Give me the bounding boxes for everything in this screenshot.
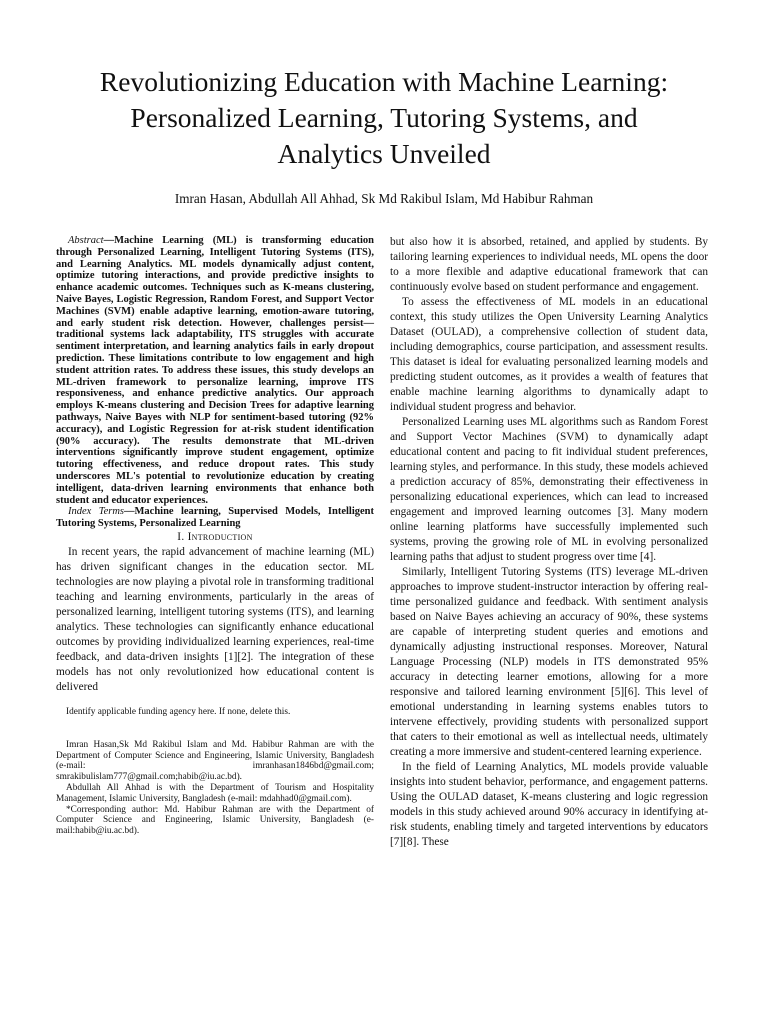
corresponding-author-note: *Corresponding author: Md. Habibur Rahman are with the Department of Computer Science and Engineering, Islamic University, Bangladesh (e-mail:habib@iu.ac.bd).	[56, 804, 374, 837]
paper-title	[50, 64, 718, 172]
body-paragraph: In the field of Learning Analytics, ML models provide valuable insights into student behavior, performance, and engagement patterns. Using the OULAD dataset, K-means clustering and logic regression models in this study achieved around 90% accuracy in identifying at-risk students, enabling timely and targeted interventions by educators [7][8]. These	[390, 761, 708, 848]
title-line: Revolutionizing Education with Machine Learning:	[99, 66, 669, 97]
body-paragraph: Personalized Learning uses ML algorithms such as Random Forest and Support Vector Machines (SVM) to dynamically adapt educational content and pacing to fit individual student preferences, learning styles, and performance. In this study, these models achieved a prediction accuracy of 85%, demonstrating their effectiveness in personalizing educational experiences, which can lead to increased engagement and improved learning outcomes [3]. Many modern online learning platforms have successfully implemented such systems, proving the growing role of ML in evolving personalized learning paths that adjust to student progress over time [4].	[390, 416, 708, 563]
footnotes	[56, 707, 374, 837]
section-title: Introduction	[187, 530, 253, 543]
abstract-text: —Machine Learning (ML) is transforming education through Personalized Learning, Intelligent Tutoring Systems (ITS), and Learning Analytics. ML models dynamically adjust content, optimize tutoring interactions, and provide predictive insights to enhance academic outcomes. Techniques such as K-means clustering, Naive Bayes, Logistic Regression, Random Forest, and Support Vector Machines (SVM) enable adaptive learning, emotion-aware tutoring, and early student risk detection. However, challenges persist—traditional systems lack adaptability, ITS struggles with accurate sentiment interpretation, and learning analytics fails in early dropout prediction. These limitations contribute to low engagement and high student attrition rates. To address these issues, this study develops an ML-driven framework to personalize learning, improve ITS responsiveness, and enhance predictive analytics. Our approach employs K-means clustering and Decision Trees for adaptive learning pathways, Naive Bayes with NLP for sentiment-based tutoring (92% accuracy), and Logistic Regression for at-risk student identification (90% accuracy). The results demonstrate that ML-driven interventions significantly improve student engagement, optimize tutoring effectiveness, and reduce dropout rates. This study underscores ML's potential to revolutionize education by creating intelligent, data-driven learning environments that enhance both student and educator experiences.	[56, 235, 374, 506]
funding-note: Identify applicable funding agency here. If none, delete this.	[66, 706, 291, 717]
right-column	[390, 235, 708, 850]
body-paragraph: In recent years, the rapid advancement of machine learning (ML) has driven significant changes in the education sector. ML technologies are now playing a pivotal role in transforming traditional teaching and learning environments, particularly in the areas of personalized learning, intelligent tutoring systems (ITS), and learning analytics. These technologies can significantly enhance educational outcomes by providing individualized learning experiences, real-time feedback, and data-driven insights [1][2]. The integration of these models has not only revolutionized how educational content is delivered	[56, 545, 374, 693]
footnote-gap	[56, 718, 374, 740]
index-terms	[56, 506, 374, 530]
index-terms-label: Index Terms	[68, 506, 124, 518]
section-heading-introduction	[56, 530, 374, 545]
affiliation-note: Abdullah All Ahhad is with the Department of Tourism and Hospitality Management, Islamic University, Bangladesh (e-mail: mdahhad0@gmail.com).	[56, 782, 374, 804]
left-column	[56, 235, 374, 837]
body-paragraph: To assess the effectiveness of ML models in an educational context, this study utilizes the Open University Learning Analytics Dataset (OULAD), a comprehensive collection of student data, including demographics, course participation, and assessment results. This dataset is ideal for evaluating personalized learning models and predicting student outcomes, as it provides a wealth of features that enable machine learning algorithms to dynamically adapt to individual student progress and behavior.	[390, 296, 708, 413]
abstract	[56, 235, 374, 506]
author-list: Imran Hasan, Abdullah All Ahhad, Sk Md Rakibul Islam, Md Habibur Rahman	[174, 191, 594, 206]
body-paragraph: but also how it is absorbed, retained, and applied by students. By tailoring learning experiences to individual needs, ML opens the door to a more flexible and adaptive educational framework that can continuously evolve based on student performance and engagement.	[390, 236, 708, 293]
title-line: Analytics Unveiled	[277, 138, 491, 169]
section-number: I.	[177, 530, 188, 543]
abstract-label: Abstract	[68, 235, 104, 246]
title-line: Personalized Learning, Tutoring Systems, and	[130, 102, 638, 133]
affiliation-note: Imran Hasan,Sk Md Rakibul Islam and Md. Habibur Rahman are with the Department of Computer Science and Engineering, Islamic University, Bangladesh (e-mail: imranhasan1846bd@gmail.com; smrakibulislam777@gmail.com;habib@iu.ac.bd).	[56, 739, 374, 783]
index-terms-text: —Machine learning, Supervised Models, Intelligent Tutoring Systems, Personalized Learning	[56, 506, 375, 530]
body-paragraph: Similarly, Intelligent Tutoring Systems (ITS) leverage ML-driven approaches to improve student-instructor interaction by offering real-time personalized guidance and feedback. With sentiment analysis based on Naive Bayes achieving an accuracy of 90%, these systems are capable of interpreting student queries and emotions and dynamically adjusting instructional responses. Moreover, Natural Language Processing (NLP) models in ITS demonstrated 95% accuracy in detecting learner emotions, allowing for a more responsive and tailored learning environment [5][6]. This level of emotional understanding in learning systems enables tutors to intervene effectively, providing students with personalized support that caters to their emotional as well as intellectual needs, ultimately creating a more immersive and student-centered learning experience.	[390, 566, 708, 758]
